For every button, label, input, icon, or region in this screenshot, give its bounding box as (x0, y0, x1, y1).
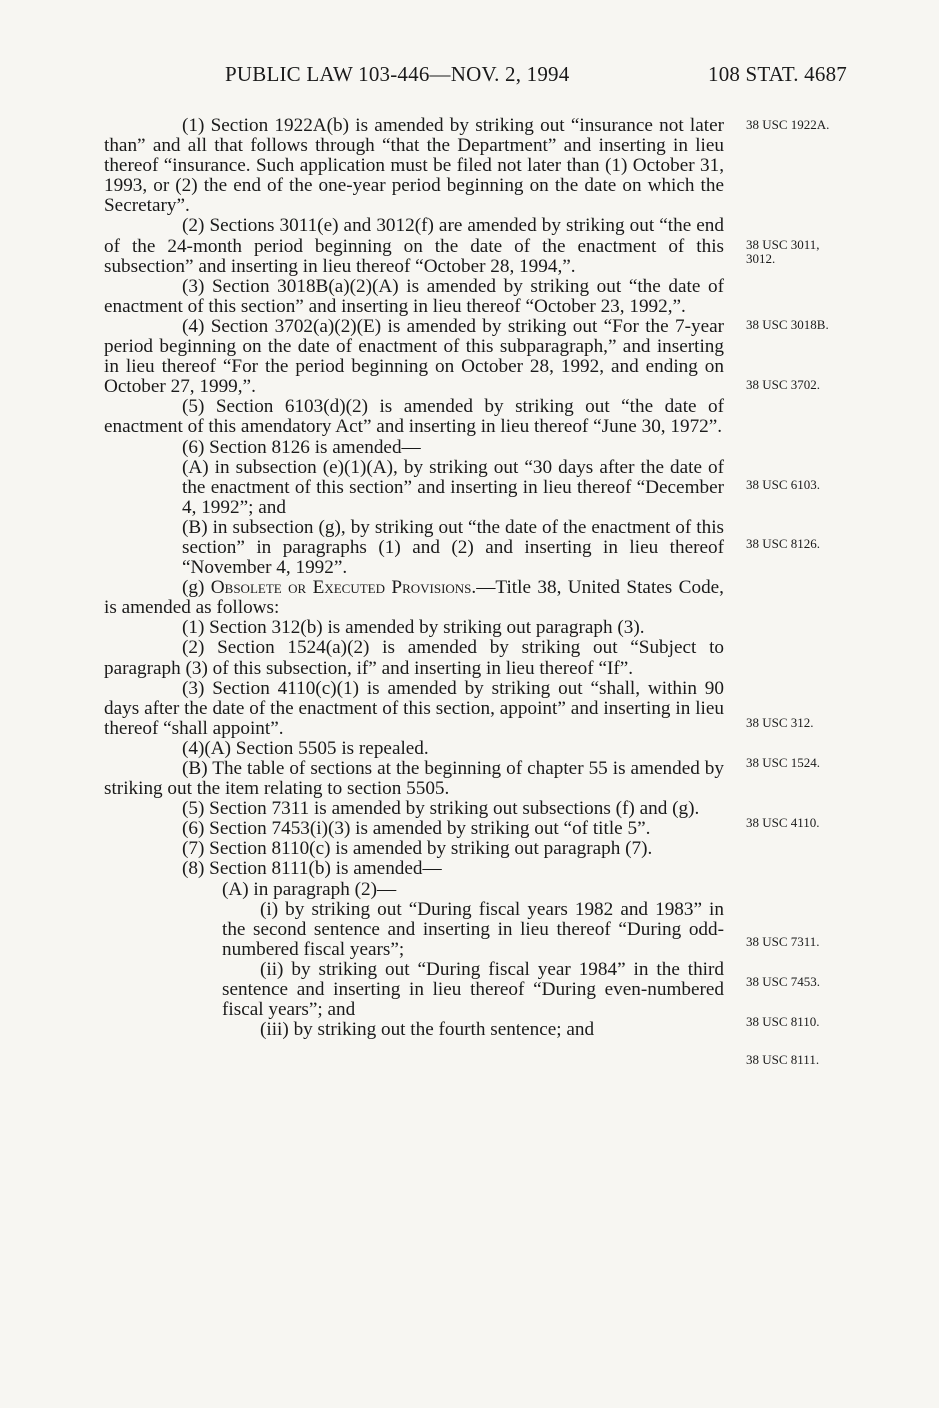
subsection-heading: Obsolete or Executed Provisions. (210, 577, 477, 599)
paragraph: (5) Section 7311 is amended by striking out subsections (f) and (g). (182, 798, 700, 820)
subsection-label: (g) (182, 577, 211, 599)
paragraph: (A) in subsection (e)(1)(A), by striking out “30 days after the date of the enactment of this section” and inserting in lieu thereof “December 4, 1992”; and (182, 456, 724, 518)
paragraph: (4) Section 3702(a)(2)(E) is amended by striking out “For the 7-year period beginning on the date of enactment of this subparagraph,” and inserting in lieu thereof “For the period beginning on October 28, 1992, and ending on October 27, 1999,”. (104, 315, 724, 398)
paragraph: (3) Section 3018B(a)(2)(A) is amended by striking out “the date of enactment of this section” and inserting in lieu thereof “October 23, 1992,”. (104, 275, 724, 317)
paragraph: (3) Section 4110(c)(1) is amended by striking out “shall, within 90 days after the date of the enactment of this section, appoint” and inserting in lieu thereof “shall appoint”. (104, 677, 724, 739)
paragraph: (iii) by striking out the fourth sentence; and (260, 1019, 595, 1041)
margin-citation: 38 USC 3011, 3012. (746, 237, 820, 266)
margin-citation: 38 USC 8126. (746, 536, 821, 551)
subsection-text: —Title 38, United States Code, is amended as follows: (104, 577, 724, 619)
paragraph: (8) Section 8111(b) is amended— (182, 858, 442, 880)
margin-citation: 38 USC 6103. (746, 477, 821, 492)
law-title: PUBLIC LAW 103-446—NOV. 2, 1994 (225, 62, 570, 86)
paragraph: (7) Section 8110(c) is amended by striking out paragraph (7). (182, 838, 653, 860)
paragraph: (2) Section 1524(a)(2) is amended by striking out “Subject to paragraph (3) of this subsection, if” and inserting in lieu thereof “If”. (104, 637, 724, 679)
margin-citation: 38 USC 312. (746, 715, 814, 730)
paragraph: (6) Section 8126 is amended— (182, 436, 421, 458)
paragraph: (1) Section 312(b) is amended by striking out paragraph (3). (182, 617, 645, 639)
paragraph: (1) Section 1922A(b) is amended by striking out “insurance not later than” and all that follows through “that the Department” and inserting in lieu thereof “insurance. Such application must be filed not later than (1) October 31, 1993, or (2) the end of the one-year period beginning on the date on which the Secretary”. (104, 115, 724, 217)
margin-citation: 38 USC 7453. (746, 974, 821, 989)
margin-citation: 38 USC 4110. (746, 815, 820, 830)
margin-citation: 38 USC 3702. (746, 377, 821, 392)
margin-citation: 38 USC 1524. (746, 755, 821, 770)
margin-citation: 38 USC 7311. (746, 934, 820, 949)
paragraph: (4)(A) Section 5505 is repealed. (182, 737, 429, 759)
paragraph: (i) by striking out “During fiscal years 1982 and 1983” in the second sentence and inserting in lieu thereof “During odd-numbered fiscal years”; (222, 898, 724, 960)
page-header (0, 62, 939, 92)
paragraph: (B) in subsection (g), by striking out “the date of the enactment of this section” in paragraphs (1) and (2) and inserting in lieu thereof “November 4, 1992”. (182, 516, 724, 579)
margin-citation: 38 USC 8111. (746, 1052, 820, 1067)
stat-page-number: 108 STAT. 4687 (708, 62, 847, 86)
paragraph: (5) Section 6103(d)(2) is amended by striking out “the date of enactment of this amendatory Act” and inserting in lieu thereof “June 30, 1972”. (104, 396, 724, 438)
paragraph: (A) in paragraph (2)— (222, 878, 397, 900)
margin-citation: 38 USC 8110. (746, 1014, 820, 1029)
paragraph: (ii) by striking out “During fiscal year 1984” in the third sentence and inserting in lieu thereof “During even-numbered fiscal years”; and (222, 958, 724, 1021)
paragraph: (2) Sections 3011(e) and 3012(f) are amended by striking out “the end of the 24-month period beginning on the date of the enactment of this subsection” and inserting in lieu thereof “October 28, 1994,”. (104, 215, 724, 277)
paragraph: (B) The table of sections at the beginning of chapter 55 is amended by striking out the item relating to section 5505. (104, 758, 724, 800)
paragraph: (6) Section 7453(i)(3) is amended by striking out “of title 5”. (182, 818, 651, 840)
body-text (104, 116, 724, 1040)
margin-citation: 38 USC 3018B. (746, 317, 829, 332)
margin-citation: 38 USC 1922A. (746, 117, 830, 132)
subsection-g-paragraph (104, 578, 724, 618)
